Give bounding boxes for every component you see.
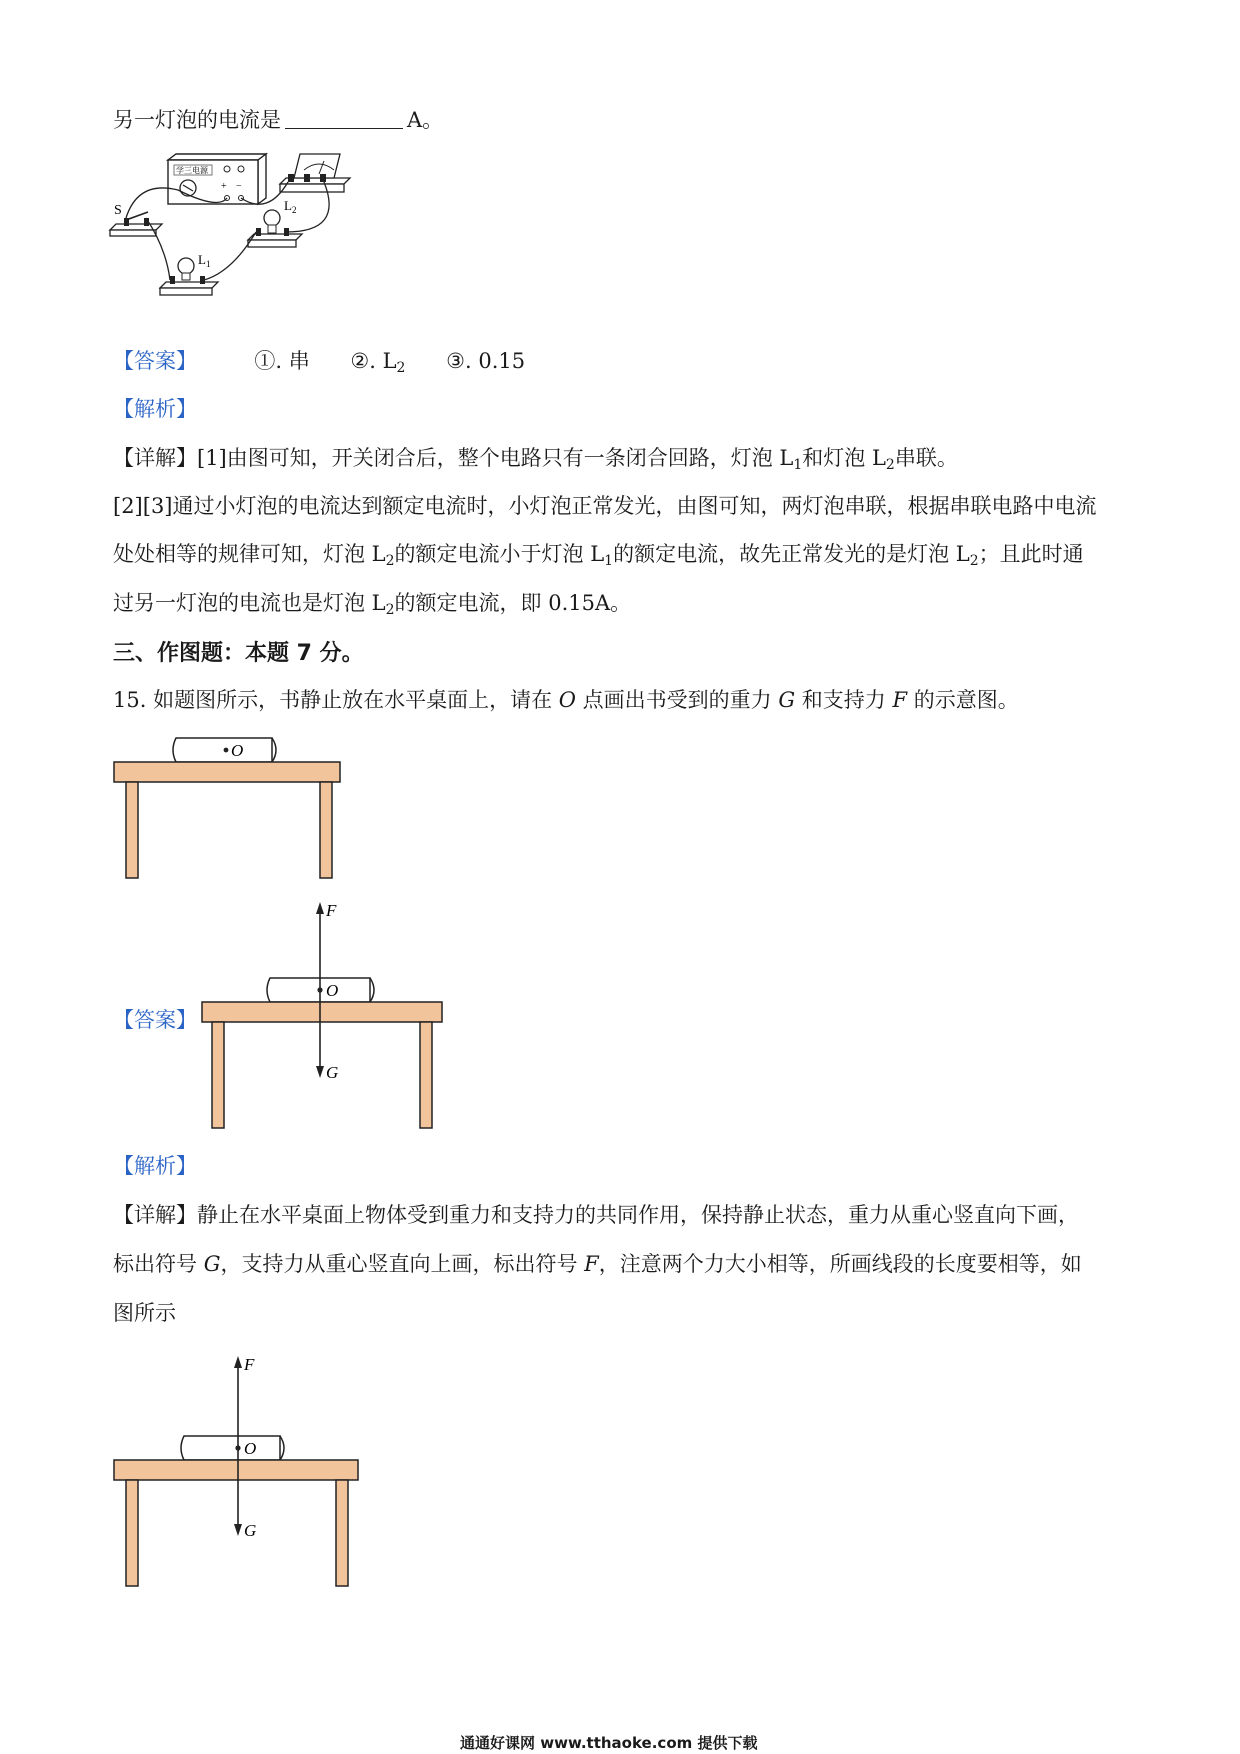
table-leg-left (126, 1480, 138, 1586)
force-g-label: G (244, 1521, 257, 1540)
answer-tag-2: 【答案】 (113, 1008, 197, 1032)
q14-tail-unit: A。 (407, 108, 444, 132)
table-leg-left (126, 782, 138, 878)
q14-detail-line-2: [2][3]通过小灯泡的电流达到额定电流时，小灯泡正常发光，由图可知，两灯泡串联，根据串联电路中电流 (113, 494, 1097, 518)
q14-detail-line-1: 【详解】[1]由图可知，开关闭合后，整个电路只有一条闭合回路，灯泡 $L_1$和灯泡 $L_2$串联。 (113, 446, 958, 473)
q15-text: 15. 如题图所示，书静止放在水平桌面上，请在 O 点画出书受到的重力 G 和支持力 F 的示意图。 (113, 688, 1019, 712)
q14-detail-line-4: 过另一灯泡的电流也是灯泡 $L_2$的额定电流，即 0.15A。 (113, 591, 632, 618)
answer-opt-2: ②. $L_2$ (350, 349, 406, 376)
q14-tail-line (113, 106, 443, 134)
power-supply (168, 154, 266, 204)
answer-blank (285, 108, 403, 129)
detail-tag-2: 【详解】 (113, 1203, 197, 1227)
force-g-label: G (326, 1063, 339, 1082)
detail-tag: 【详解】 (113, 446, 197, 470)
point-o-label: O (326, 981, 339, 1000)
table-top (114, 762, 340, 782)
q14-answer-line (113, 347, 559, 382)
footer-source: 通通好课网 www.tthaoke.com 提供下载 (460, 1734, 758, 1752)
answer-force-diagram (200, 898, 450, 1132)
table-top (202, 1002, 442, 1022)
table-leg-left (212, 1022, 224, 1128)
section-heading: 三、作图题：本题 7 分。 (113, 641, 364, 666)
answer-tag: 【答案】 (113, 349, 197, 373)
point-o-label: O (244, 1439, 257, 1458)
analysis-tag: 【解析】 (113, 397, 197, 421)
q15-detail-line-2: 标出符号 G，支持力从重心竖直向上画，标出符号 F，注意两个力大小相等，所画线段的长度要相等，如 (113, 1252, 1082, 1276)
table-leg-right (336, 1480, 348, 1586)
minus-label: − (236, 181, 242, 192)
explanation-force-diagram (112, 1350, 362, 1590)
analysis-tag-2: 【解析】 (113, 1154, 197, 1178)
table-leg-right (320, 782, 332, 878)
table-book-figure (112, 732, 344, 882)
circuit-diagram (108, 152, 408, 336)
lamp-2 (248, 198, 302, 247)
answer-opt-1: ①. 串 (254, 349, 310, 373)
point-o-label: O (231, 741, 244, 760)
lamp2-label: $L_2$ (284, 198, 297, 215)
table-top (114, 1460, 358, 1480)
lamp1-label: $L_1$ (198, 252, 211, 269)
table-leg-right (420, 1022, 432, 1128)
book (181, 1436, 280, 1460)
q14-detail-line-3: 处处相等的规律可知，灯泡 $L_2$的额定电流小于灯泡 $L_1$的额定电流，故先正常发光的是灯泡 $L_2$；且此时通 (113, 542, 1084, 569)
force-f-label: F (326, 901, 337, 920)
supply-label: 学三电源 (176, 166, 208, 175)
force-f-label: F (244, 1355, 255, 1374)
q14-tail-text: 另一灯泡的电流是 (113, 108, 281, 132)
point-o (224, 748, 229, 753)
plus-label: + (221, 181, 227, 192)
q15-detail-line-1: 【详解】静止在水平桌面上物体受到重力和支持力的共同作用，保持静止状态，重力从重心竖直向下画， (113, 1203, 1079, 1227)
ammeter (280, 154, 350, 192)
q15-detail-line-3: 图所示 (113, 1301, 176, 1325)
answer-opt-3: ③. 0.15 (446, 349, 526, 373)
book (173, 738, 272, 762)
switch-label: S (114, 203, 122, 218)
point-o (317, 987, 322, 992)
point-o (235, 1445, 240, 1450)
